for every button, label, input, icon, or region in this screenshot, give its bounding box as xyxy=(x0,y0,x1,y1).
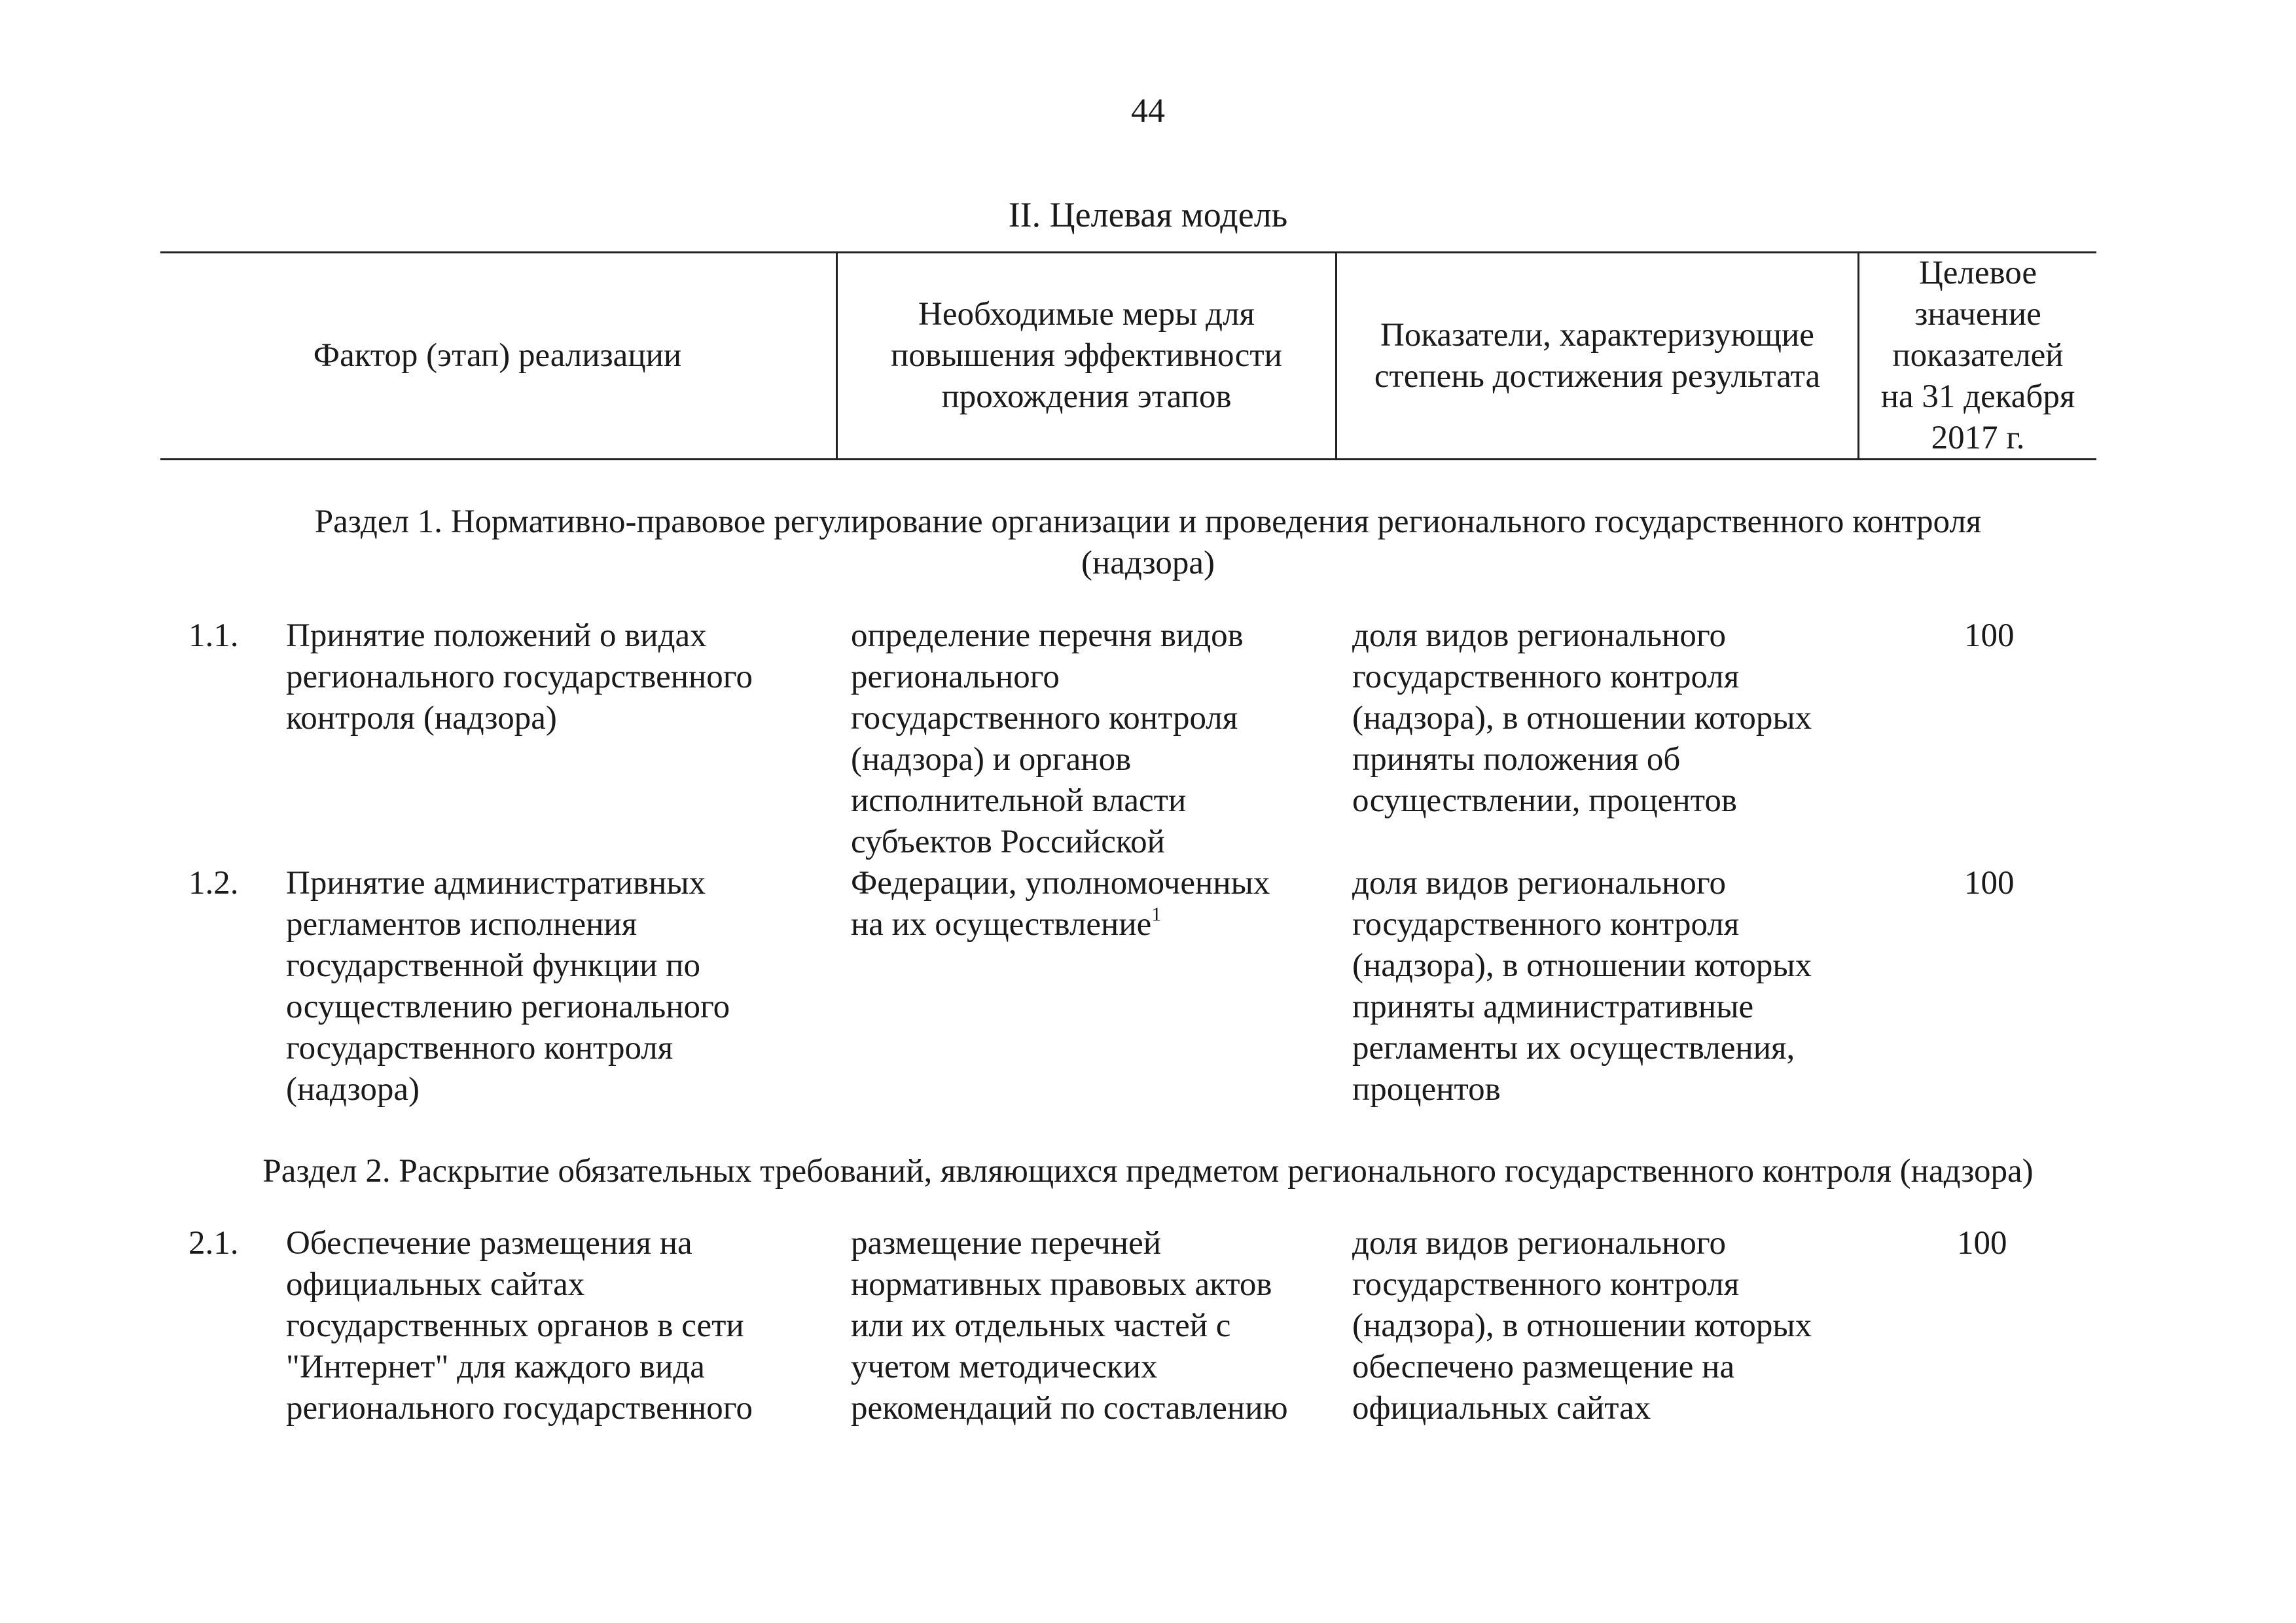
factor-cell: Обеспечение размещения на официальных сайтах государственных органов в сети "Интернет" для каждого вида регионального государственного xyxy=(286,1225,753,1427)
page-title: II. Целевая модель xyxy=(1008,195,1288,234)
indicator-cell: доля видов регионального государственного контроля (надзора), в отношении которых приняты административные регламенты их осуществления, процентов xyxy=(1352,865,1812,1108)
header-indicators: Показатели, характеризующие степень достижения результата xyxy=(1374,316,1821,395)
page-number: 44 xyxy=(1131,92,1165,130)
measures-cell: размещение перечней нормативных правовых актов или их отдельных частей с учетом методических рекомендаций по составлению xyxy=(851,1225,1288,1427)
row-number: 1.2. xyxy=(188,865,239,902)
target-value: 100 xyxy=(1957,1225,2007,1262)
header-measures: Необходимые меры для повышения эффективности прохождения этапов xyxy=(891,296,1282,415)
measures-cell: определение перечня видов регионального государственного контроля (надзора) и органов исполнительной власти субъектов Российской Федерации, уполномоченных на их осуществление$^1$ xyxy=(851,617,1270,943)
factor-cell: Принятие положений о видах регионального государственного контроля (надзора) xyxy=(286,617,753,737)
header-target-value: Целевое значение показателей на 31 декабря 2017 г. xyxy=(1880,255,2075,456)
row-number: 2.1. xyxy=(188,1225,239,1262)
factor-cell: Принятие административных регламентов исполнения государственной функции по осуществлению регионального государственного контроля (надзора) xyxy=(286,865,730,1108)
header-factor: Фактор (этап) реализации xyxy=(313,337,682,374)
section-2-title: Раздел 2. Раскрытие обязательных требований, являющихся предметом регионального государственного контроля (надзора) xyxy=(262,1153,2034,1190)
row-number: 1.1. xyxy=(188,617,239,654)
target-value: 100 xyxy=(1964,865,2015,902)
table-header-bottom-border xyxy=(160,458,2096,460)
footnote-mark: 1 xyxy=(1151,903,1162,925)
indicator-cell: доля видов регионального государственного контроля (надзора), в отношении которых приняты положения об осуществлении, процентов xyxy=(1352,617,1812,819)
section-1-title: Раздел 1. Нормативно-правовое регулирование организации и проведения регионального государственного контроля (надзора) xyxy=(314,503,1982,581)
indicator-cell: доля видов регионального государственного контроля (надзора), в отношении которых обеспечено размещение на официальных сайтах xyxy=(1352,1225,1812,1427)
target-value: 100 xyxy=(1964,617,2015,654)
